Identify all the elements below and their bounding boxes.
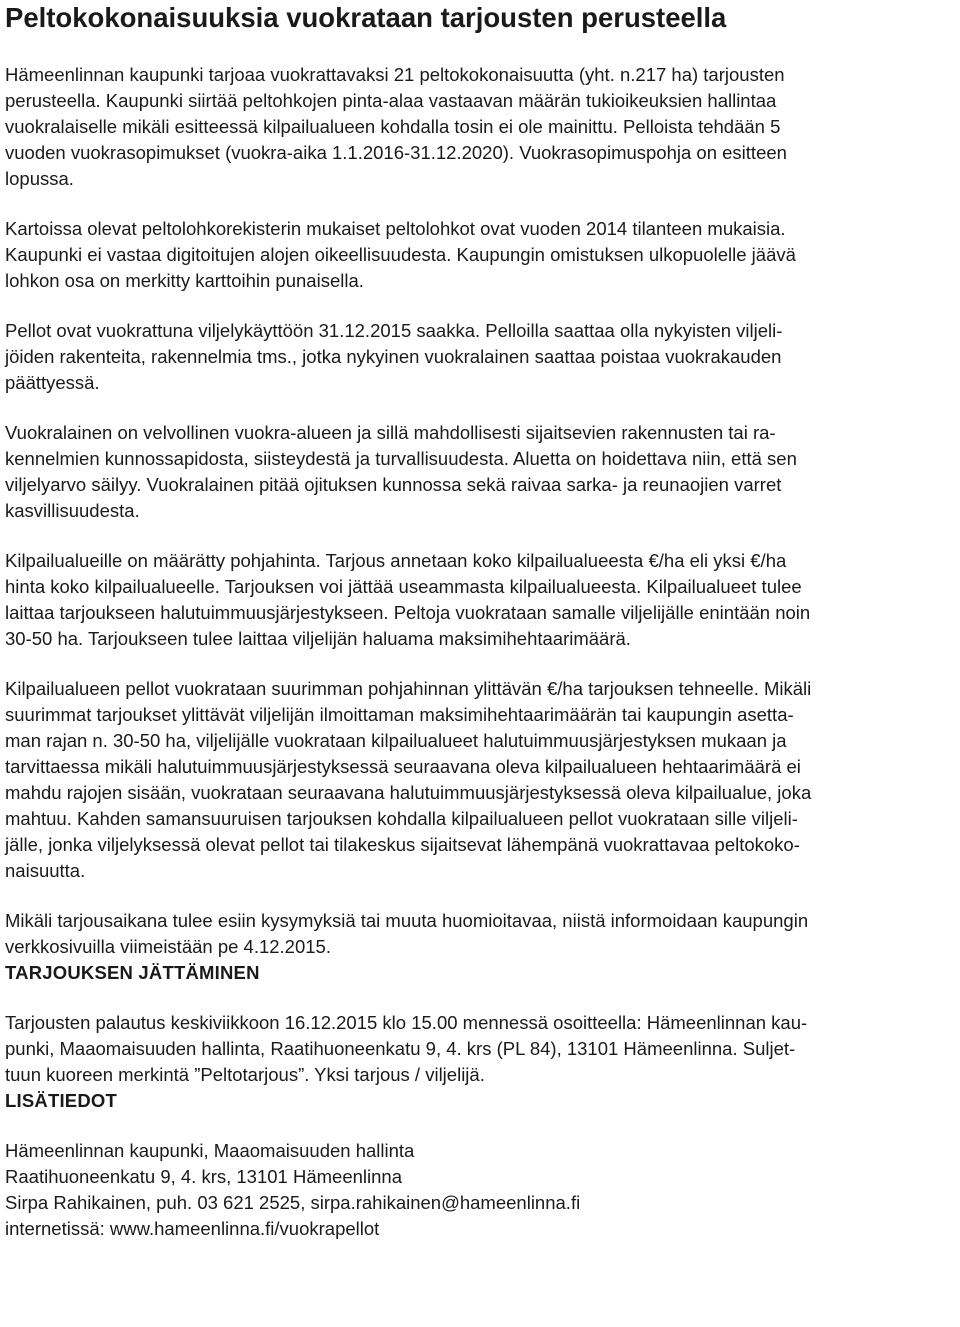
paragraph-base-price (5, 548, 954, 652)
text-line: suurimmat tarjoukset ylittävät viljelijän ilmoittaman maksimihehtaarimäärän tai kaupungin asetta- (5, 704, 794, 725)
text-line: kennelmien kunnossapidosta, siisteydestä ja turvallisuudesta. Aluetta on hoidettava niin, että sen (5, 448, 797, 469)
text-line: Kaupunki ei vastaa digitoitujen alojen oikeellisuudesta. Kaupungin omistuksen ulkopuolelle jäävä (5, 244, 796, 265)
text-line: punki, Maaomaisuuden hallinta, Raatihuoneenkatu 9, 4. krs (PL 84), 13101 Hämeenlinna. Suljet- (5, 1038, 796, 1059)
paragraph-current-lease (5, 318, 954, 396)
paragraph-offer-submission (5, 1010, 954, 1088)
text-line: man rajan n. 30-50 ha, viljelijälle vuokrataan kilpailualueet halutuimmuusjärjestyksen mukaan ja (5, 730, 787, 751)
text-line: naisuutta. (5, 860, 86, 881)
text-line: tuun kuoreen merkintä ”Peltotarjous”. Yksi tarjous / viljelijä. (5, 1064, 485, 1085)
text-line: Tarjousten palautus keskiviikkoon 16.12.2015 klo 15.00 mennessä osoitteella: Hämeenlinnan kau- (5, 1012, 808, 1033)
text-line: Pellot ovat vuokrattuna viljelykäyttöön 31.12.2015 saakka. Pelloilla saattaa olla nykyisten viljeli- (5, 320, 783, 341)
text-line: 30-50 ha. Tarjoukseen tulee laittaa viljelijän haluama maksimihehtaarimäärä. (5, 628, 631, 649)
text-line: laittaa tarjoukseen halutuimmuusjärjestykseen. Peltoja vuokrataan samalle viljelijälle enintään noin (5, 602, 811, 623)
text-line: Hämeenlinnan kaupunki tarjoaa vuokrattavaksi 21 peltokokonaisuutta (yht. n.217 ha) tarjousten (5, 64, 785, 85)
text-line: kasvillisuudesta. (5, 500, 140, 521)
paragraph-award-rules (5, 676, 954, 884)
document-title: Peltokokonaisuuksia vuokrataan tarjousten perusteella (5, 2, 727, 33)
contact-person: Sirpa Rahikainen, puh. 03 621 2525, sirpa.rahikainen@hameenlinna.fi (5, 1192, 581, 1213)
text-line: mahtuu. Kahden samansuuruisen tarjouksen kohdalla kilpailualueen pellot vuokrataan sille viljeli- (5, 808, 798, 829)
paragraph-questions (5, 908, 954, 960)
text-line: tarvittaessa mikäli halutuimmuusjärjestyksessä seuraavana oleva kilpailualueen hehtaarimäärä ei (5, 756, 801, 777)
text-line: perusteella. Kaupunki siirtää peltohkojen pinta-alaa vastaavan määrän tukioikeuksien hallintaa (5, 90, 777, 111)
paragraph-intro (5, 62, 954, 192)
text-line: päättyessä. (5, 372, 100, 393)
text-line: Kilpailualueille on määrätty pohjahinta. Tarjous annetaan koko kilpailualueesta €/ha eli yksi €/ha (5, 550, 787, 571)
text-line: hinta koko kilpailualueelle. Tarjouksen voi jättää useammasta kilpailualueesta. Kilpailualueet tulee (5, 576, 802, 597)
text-line: lohkon osa on merkitty karttoihin punaisella. (5, 270, 364, 291)
text-line: jälle, jonka viljelyksessä olevat pellot tai tilakeskus sijaitsevat lähempänä vuokrattavaa peltokoko- (5, 834, 800, 855)
section-heading-more-info: LISÄTIEDOT (5, 1090, 117, 1111)
text-line: Kartoissa olevat peltolohkorekisterin mukaiset peltolohkot ovat vuoden 2014 tilanteen mukaisia. (5, 218, 786, 239)
text-line: lopussa. (5, 168, 74, 189)
contact-website: internetissä: www.hameenlinna.fi/vuokrapellot (5, 1218, 380, 1239)
contact-organization: Hämeenlinnan kaupunki, Maaomaisuuden hallinta (5, 1140, 415, 1161)
text-line: vuoden vuokrasopimukset (vuokra-aika 1.1.2016-31.12.2020). Vuokrasopimuspohja on esitteen (5, 142, 787, 163)
paragraph-maps (5, 216, 954, 294)
text-line: verkkosivuilla viimeistään pe 4.12.2015. (5, 936, 331, 957)
text-line: viljelyarvo säilyy. Vuokralainen pitää ojituksen kunnossa sekä raivaa sarka- ja reunaojien varret (5, 474, 782, 495)
text-line: Kilpailualueen pellot vuokrataan suurimman pohjahinnan ylittävän €/ha tarjouksen tehneelle. Mikäli (5, 678, 812, 699)
section-heading-offer-submission: TARJOUKSEN JÄTTÄMINEN (5, 962, 260, 983)
paragraph-tenant-duties (5, 420, 954, 524)
text-line: Mikäli tarjousaikana tulee esiin kysymyksiä tai muuta huomioitavaa, niistä informoidaan kaupungin (5, 910, 809, 931)
text-line: mahdu rajojen sisään, vuokrataan seuraavana halutuimmuusjärjestyksessä oleva kilpailualue, joka (5, 782, 812, 803)
contact-address: Raatihuoneenkatu 9, 4. krs, 13101 Hämeenlinna (5, 1166, 402, 1187)
text-line: jöiden rakenteita, rakennelmia tms., jotka nykyinen vuokralainen saattaa poistaa vuokrakauden (5, 346, 782, 367)
contact-info-block (5, 1138, 954, 1242)
text-line: Vuokralainen on velvollinen vuokra-alueen ja sillä mahdollisesti sijaitsevien rakennusten tai ra- (5, 422, 776, 443)
text-line: vuokralaiselle mikäli esitteessä kilpailualueen kohdalla tosin ei ole mainittu. Pelloista tehdään 5 (5, 116, 781, 137)
